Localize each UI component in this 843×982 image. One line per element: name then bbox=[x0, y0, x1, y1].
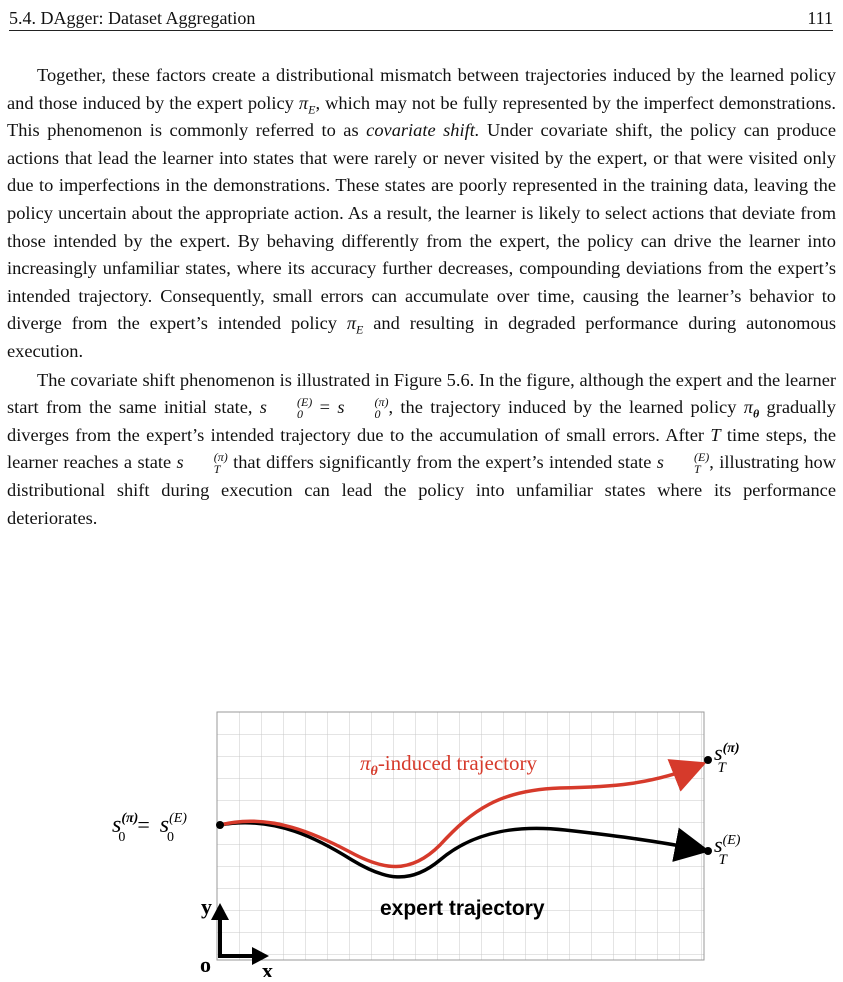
start-state-label: $s^{(\pi)}$ 0 = $s^{(E)}$ 0 bbox=[112, 811, 187, 845]
y-axis-label: y bbox=[201, 894, 212, 919]
section-title: 5.4. DAgger: Dataset Aggregation bbox=[9, 8, 256, 28]
math-pi-theta: $\pi_\theta$ bbox=[743, 397, 760, 421]
grid-background bbox=[217, 712, 704, 960]
term-covariate-shift: covariate shift. bbox=[366, 120, 480, 141]
running-head bbox=[9, 8, 833, 31]
math-T: T bbox=[710, 424, 721, 445]
math-pi-e: $\pi_E$ bbox=[298, 92, 316, 117]
x-axis-label: x bbox=[262, 958, 273, 977]
origin-label: o bbox=[200, 952, 211, 977]
expert-end-point bbox=[704, 847, 712, 855]
math-pi-e-2: $\pi_E$ bbox=[346, 313, 364, 338]
learner-end-label: $s^{(\pi)}$ T bbox=[714, 740, 740, 776]
trajectory-diagram bbox=[0, 600, 843, 977]
expert-trajectory-label: expert trajectory bbox=[380, 897, 545, 920]
paragraph-1: Together, these factors create a distributional mismatch between trajectories induced by the learned policy and those induced by the expert policy $\pi_E$, which may not be fully represented by the imperfect demonstrations. This phenomenon is commonly referred to as covariate shift. Under covariate shift, the policy can produce actions that lead the learner into states that were rarely or never visited by the expert, or that were visited only due to imperfections in the demonstrations. These states are poorly represented in the training data, leaving the policy uncertain about the appropriate action. As a result, the learner is likely to select actions that deviate from those intended by the expert. By behaving differently from the expert, the policy can drive the learner into increasingly unfamiliar states, where its accuracy further decreases, compounding deviations from the expert’s intended trajectory. Consequently, small errors can accumulate over time, causing the learner’s behavior to diverge from the expert’s intended policy $\pi_E$ and resulting in degraded performance during autonomous execution. bbox=[7, 65, 836, 361]
learner-trajectory-label: $\pi_\theta$-induced trajectory bbox=[360, 751, 537, 779]
body-text bbox=[7, 62, 836, 532]
figure-covariate-shift bbox=[0, 600, 843, 977]
start-point bbox=[216, 821, 224, 829]
math-s-t-pi: s (π) T bbox=[176, 450, 228, 477]
math-s-t-e: s (E) T bbox=[656, 450, 710, 477]
paragraph-2: The covariate shift phenomenon is illustrated in Figure 5.6. In the figure, although the expert and the learner start from the same initial state, s (E) 0 = s (π) 0 , the trajectory induced by the learned policy $\pi_\theta$ gradually diverges from the expert’s intended trajectory due to the accumulation of small errors. After T time steps, the learner reaches a state s (π) T that differs significantly from the expert’s intended state s (E) T , illustrating how distributional shift during execution can lead the policy into unfamiliar states where its performance deteriorates. bbox=[7, 369, 837, 528]
math-initial-state: s (E) 0 = s (π) 0 bbox=[259, 395, 389, 422]
expert-end-label: $s^{(E)}$ T bbox=[714, 832, 741, 868]
learner-end-point bbox=[704, 756, 712, 764]
page-number: 111 bbox=[807, 8, 833, 28]
